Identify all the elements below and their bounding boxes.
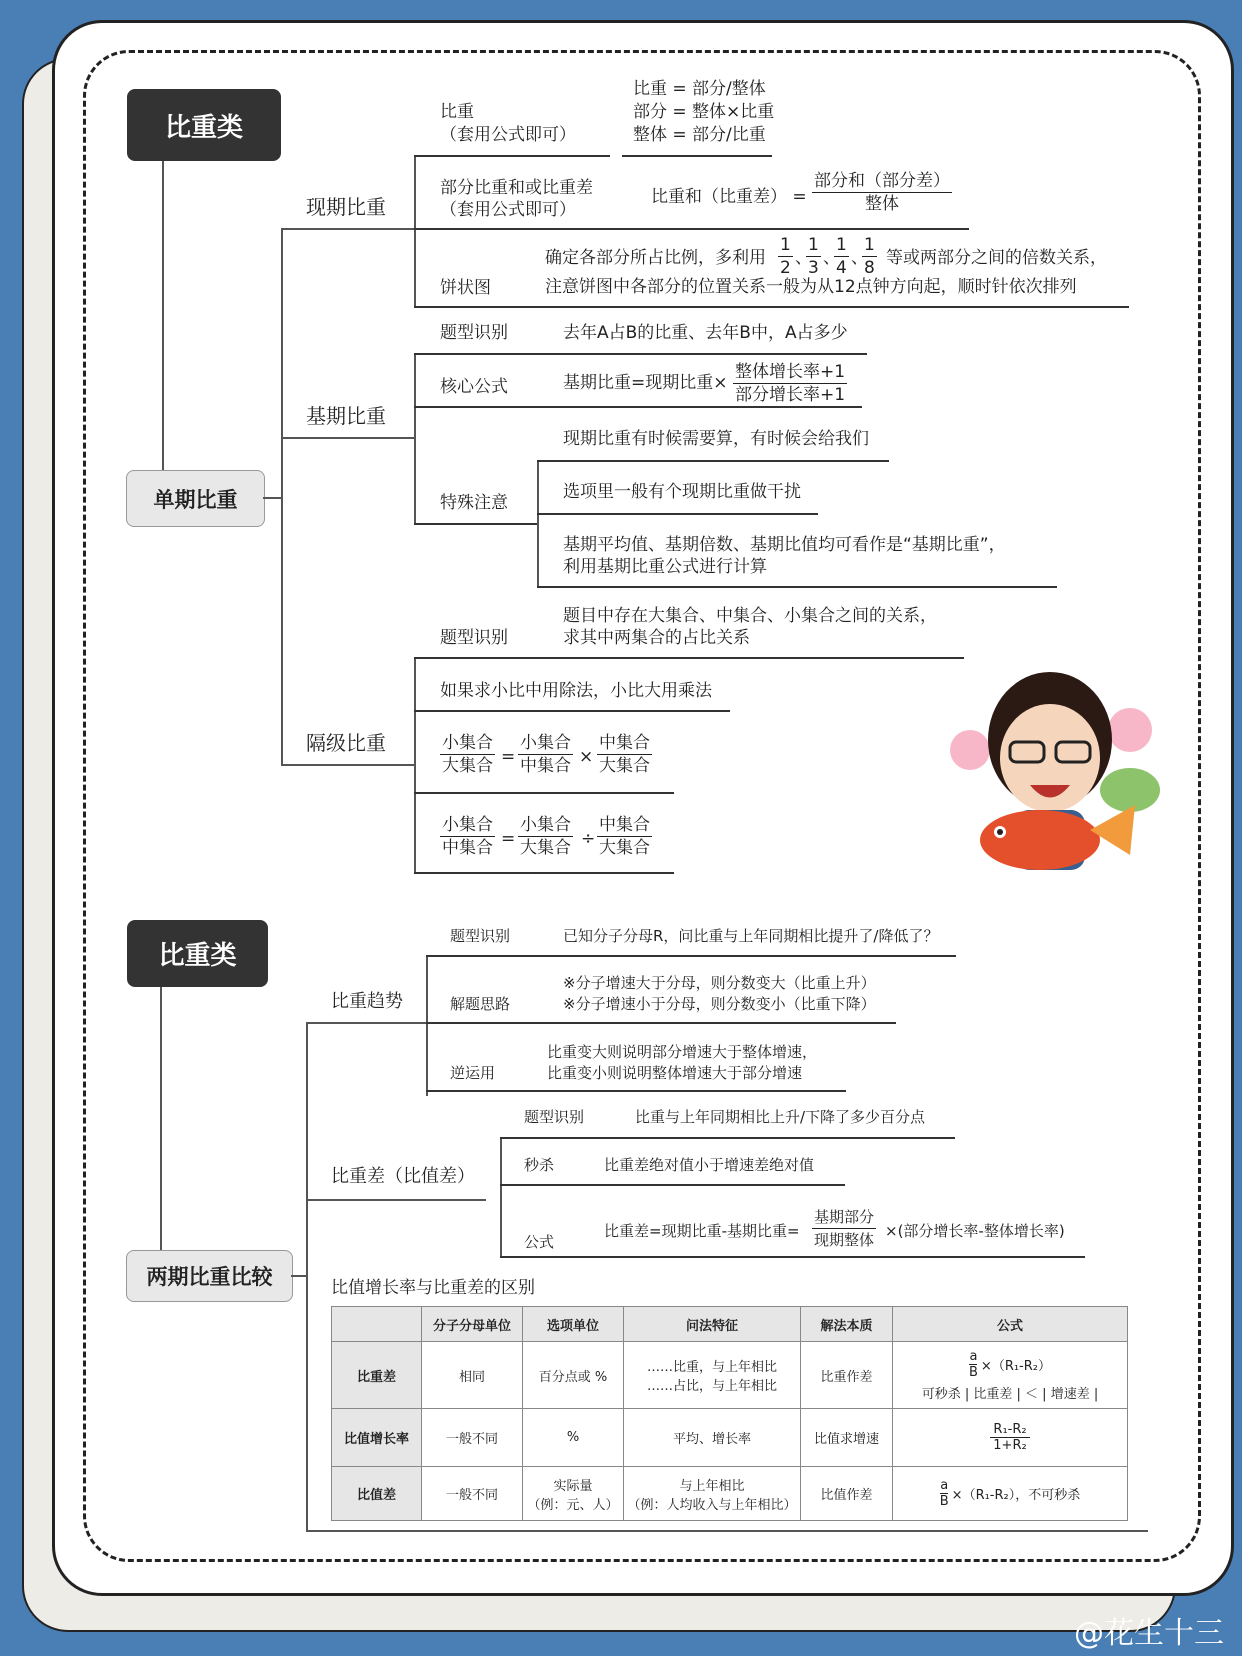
- diff-type-label: 题型识别: [524, 1108, 585, 1126]
- sep: 、: [823, 248, 840, 268]
- trend-idea-l1: ※分子增速大于分母，则分数变大（比重上升）: [563, 974, 876, 992]
- formula-1: 比重 = 部分/整体: [633, 79, 766, 99]
- connector: [414, 155, 416, 306]
- eq: =: [501, 747, 516, 767]
- header-cell: 公式: [893, 1307, 1128, 1342]
- header-cell: 分子分母单位: [422, 1307, 523, 1342]
- formula-2: 部分 = 整体×比重: [633, 102, 775, 122]
- cell-formula: [896, 1349, 1124, 1380]
- connector: [426, 955, 428, 1096]
- g2-b: [518, 814, 573, 859]
- connector: [414, 657, 416, 872]
- denominator: 部分增长率+1: [735, 385, 846, 405]
- diff-type-text: 比重与上年同期相比上升/下降了多少百分点: [635, 1108, 926, 1126]
- connector: [414, 155, 610, 157]
- connector: [306, 1022, 426, 1024]
- table-cell: [893, 1409, 1128, 1467]
- table-cell: [624, 1467, 801, 1521]
- base-type-text: 去年A占B的比重、去年B中，A占多少: [563, 323, 848, 343]
- part-fraction: [812, 170, 952, 215]
- connector: [500, 1184, 845, 1186]
- g2-a: [440, 814, 495, 859]
- formula-rest: ×（R₁-R₂），不可秒杀: [951, 1488, 1081, 1503]
- numerator: 1: [808, 235, 819, 255]
- connector: [414, 306, 1129, 308]
- denominator: B: [969, 1364, 978, 1380]
- diff-kill-label: 秒杀: [524, 1156, 555, 1174]
- table-cell: [624, 1342, 801, 1409]
- branch-base: 基期比重: [306, 404, 386, 428]
- trend-rev-label: 逆运用: [450, 1064, 496, 1082]
- connector: [414, 353, 867, 355]
- formula-3: 整体 = 部分/比重: [633, 125, 766, 145]
- table-cell: [893, 1467, 1128, 1521]
- leaf-pie: 饼状图: [440, 278, 491, 298]
- cell-line: ……比重，与上年相比: [646, 1360, 777, 1375]
- denominator: B: [939, 1494, 949, 1509]
- leaf-part-1: 部分比重和或比重差: [440, 178, 593, 198]
- denominator: 1+R₂: [993, 1438, 1027, 1453]
- connector: [414, 353, 416, 523]
- numerator: a: [940, 1478, 949, 1493]
- trend-idea-label: 解题思路: [450, 995, 511, 1013]
- branch-grade: 隔级比重: [306, 731, 386, 755]
- header-cell: [332, 1307, 422, 1342]
- g1-b: [518, 732, 573, 777]
- connector: [414, 228, 969, 230]
- trend-rev-l1: 比重变大则说明部分增速大于整体增速，: [547, 1043, 818, 1061]
- row-header: 比值增长率: [332, 1409, 422, 1467]
- denominator: 中集合: [520, 756, 571, 776]
- cell-line: （例：元、人）: [527, 1497, 619, 1513]
- table-cell: 比值作差: [801, 1467, 893, 1521]
- g1-c: [597, 732, 652, 777]
- frac-third: [806, 234, 821, 279]
- connector: [306, 1530, 1148, 1532]
- op: ×: [579, 747, 594, 767]
- denominator: 大集合: [599, 756, 650, 776]
- base-note-label: 特殊注意: [440, 493, 508, 513]
- base-core-fraction: [733, 361, 847, 406]
- cell-line: 与上年相比: [679, 1478, 745, 1494]
- connector: [622, 155, 772, 157]
- numerator: 整体增长率+1: [735, 362, 846, 382]
- diff-kill-text: 比重差绝对值小于增速差绝对值: [604, 1156, 815, 1174]
- denominator: 3: [808, 258, 819, 278]
- denominator: 8: [864, 258, 875, 278]
- part-formula-lhs: 比重和（比重差） =: [651, 187, 807, 207]
- leaf-bizhong-2: （套用公式即可）: [440, 125, 576, 145]
- connector: [500, 1137, 502, 1256]
- connector: [414, 872, 674, 874]
- table-row: [332, 1409, 1128, 1467]
- pie-line-1b: 等或两部分之间的倍数关系，: [886, 248, 1107, 268]
- connector: [537, 460, 539, 586]
- numerator: 小集合: [442, 815, 493, 835]
- connector: [306, 1199, 486, 1201]
- numerator: 小集合: [520, 733, 571, 753]
- denominator: 中集合: [442, 838, 493, 858]
- node-single-period: 单期比重: [126, 470, 265, 527]
- sep: 、: [851, 248, 868, 268]
- numerator: 中集合: [599, 733, 650, 753]
- connector: [500, 1137, 955, 1139]
- comparison-table: [331, 1306, 1128, 1521]
- table-cell: %: [523, 1409, 624, 1467]
- frac-eighth: [862, 234, 877, 279]
- numerator: R₁-R₂: [990, 1422, 1029, 1438]
- connector: [414, 406, 862, 408]
- sep: 、: [795, 248, 812, 268]
- connector: [537, 586, 1057, 588]
- cell-line: 实际量: [553, 1478, 593, 1494]
- connector: [281, 764, 416, 766]
- category-badge-2: 比重类: [127, 920, 268, 987]
- table-cell: [523, 1467, 624, 1521]
- cell-formula: [896, 1478, 1124, 1509]
- trend-rev-l2: 比重变小则说明整体增速大于部分增速: [547, 1064, 803, 1082]
- denominator: 整体: [865, 194, 899, 214]
- trend-type-text: 已知分子分母R，问比重与上年同期相比提升了/降低了？: [563, 927, 939, 945]
- leaf-part-2: （套用公式即可）: [440, 200, 576, 220]
- watermark: @花生十三: [1074, 1616, 1224, 1651]
- formula-rest: ×（R₁-R₂）: [980, 1358, 1051, 1374]
- row-header: 比重差: [332, 1342, 422, 1409]
- connector: [306, 1022, 308, 1530]
- numerator: 小集合: [520, 815, 571, 835]
- connector: [162, 161, 164, 471]
- base-core-lhs: 基期比重=现期比重×: [563, 373, 728, 393]
- cell-line: （例：人均收入与上年相比）: [627, 1497, 797, 1513]
- eq: =: [501, 829, 516, 849]
- connector: [537, 513, 818, 515]
- fraction: [969, 1349, 978, 1380]
- frac-half: [778, 234, 793, 279]
- numerator: 部分和（部分差）: [814, 171, 950, 191]
- pie-line-2: 注意饼图中各部分的位置关系一般为从12点钟方向起，顺时针依次排列: [545, 277, 1077, 297]
- note-1: 现期比重有时候需要算，有时候会给我们: [563, 429, 869, 449]
- header-cell: 选项单位: [523, 1307, 624, 1342]
- trend-type-label: 题型识别: [450, 927, 511, 945]
- table-cell: 相同: [422, 1342, 523, 1409]
- leaf-bizhong-1: 比重: [440, 102, 474, 122]
- denominator: 现期整体: [814, 1231, 875, 1249]
- cell-note: 可秒杀 | 比重差 | ＜ | 增速差 |: [921, 1386, 1099, 1402]
- diff-formula-label: 公式: [524, 1233, 555, 1251]
- connector: [426, 955, 956, 957]
- note-3b: 利用基期比重公式进行计算: [563, 557, 767, 577]
- connector: [414, 792, 674, 794]
- table-row: [332, 1342, 1128, 1409]
- connector: [281, 437, 416, 439]
- diff-formula-rhs: ×(部分增长率-整体增长率): [885, 1222, 1065, 1240]
- grade-type-label: 题型识别: [440, 628, 508, 648]
- node-two-period: 两期比重比较: [126, 1250, 293, 1302]
- table-cell: 一般不同: [422, 1409, 523, 1467]
- numerator: 1: [864, 235, 875, 255]
- connector: [263, 497, 281, 499]
- op: ÷: [581, 829, 596, 849]
- frac-quarter: [834, 234, 849, 279]
- connector: [281, 228, 283, 764]
- table-cell: 比重作差: [801, 1342, 893, 1409]
- table-header-row: [332, 1307, 1128, 1342]
- cell-line: ……占比，与上年相比: [646, 1379, 777, 1394]
- connector: [414, 523, 539, 525]
- base-type-label: 题型识别: [440, 323, 508, 343]
- diff-formula-lhs: 比重差=现期比重-基期比重=: [604, 1222, 800, 1240]
- fraction: [990, 1422, 1029, 1453]
- category-badge-1: 比重类: [127, 89, 281, 161]
- numerator: 1: [836, 235, 847, 255]
- connector: [414, 657, 964, 659]
- denominator: 大集合: [442, 756, 493, 776]
- connector: [537, 460, 889, 462]
- denominator: 4: [836, 258, 847, 278]
- grade-type-l2: 求其中两集合的占比关系: [563, 628, 750, 648]
- branch-diff: 比重差（比值差）: [331, 1166, 475, 1187]
- denominator: 大集合: [599, 838, 650, 858]
- diff-fraction: [812, 1206, 876, 1251]
- note-2: 选项里一般有个现期比重做干扰: [563, 482, 801, 502]
- grade-type-l1: 题目中存在大集合、中集合、小集合之间的关系，: [563, 606, 937, 626]
- fraction: [940, 1478, 949, 1509]
- denominator: 2: [780, 258, 791, 278]
- connector: [281, 228, 416, 230]
- connector: [426, 1022, 896, 1024]
- header-cell: 解法本质: [801, 1307, 893, 1342]
- numerator: 中集合: [599, 815, 650, 835]
- row-header: 比值差: [332, 1467, 422, 1521]
- table-row: [332, 1467, 1128, 1521]
- connector: [160, 987, 162, 1251]
- table-title: 比值增长率与比重差的区别: [331, 1278, 535, 1298]
- note-3a: 基期平均值、基期倍数、基期比值均可看作是“基期比重”，: [563, 535, 1006, 555]
- connector: [426, 1090, 846, 1092]
- numerator: a: [969, 1348, 978, 1364]
- header-cell: 问法特征: [624, 1307, 801, 1342]
- branch-trend: 比重趋势: [331, 991, 403, 1012]
- table-cell: 比值求增速: [801, 1409, 893, 1467]
- pie-line-1a: 确定各部分所占比例，多利用: [545, 248, 766, 268]
- branch-current: 现期比重: [306, 195, 386, 219]
- table-cell: 平均、增长率: [624, 1409, 801, 1467]
- connector: [500, 1256, 1085, 1258]
- base-core-label: 核心公式: [440, 377, 508, 397]
- mascot-illustration: [930, 660, 1170, 900]
- denominator: 大集合: [520, 838, 571, 858]
- grade-rule: 如果求小比中用除法，小比大用乘法: [440, 681, 712, 701]
- numerator: 基期部分: [812, 1206, 876, 1229]
- numerator: 1: [780, 235, 791, 255]
- connector: [414, 710, 730, 712]
- g2-c: [597, 814, 652, 859]
- g1-a: [440, 732, 495, 777]
- trend-idea-l2: ※分子增速小于分母，则分数变小（比重下降）: [563, 995, 876, 1013]
- numerator: 小集合: [442, 733, 493, 753]
- table-cell: [893, 1342, 1128, 1409]
- table-cell: 一般不同: [422, 1467, 523, 1521]
- table-cell: 百分点或 %: [523, 1342, 624, 1409]
